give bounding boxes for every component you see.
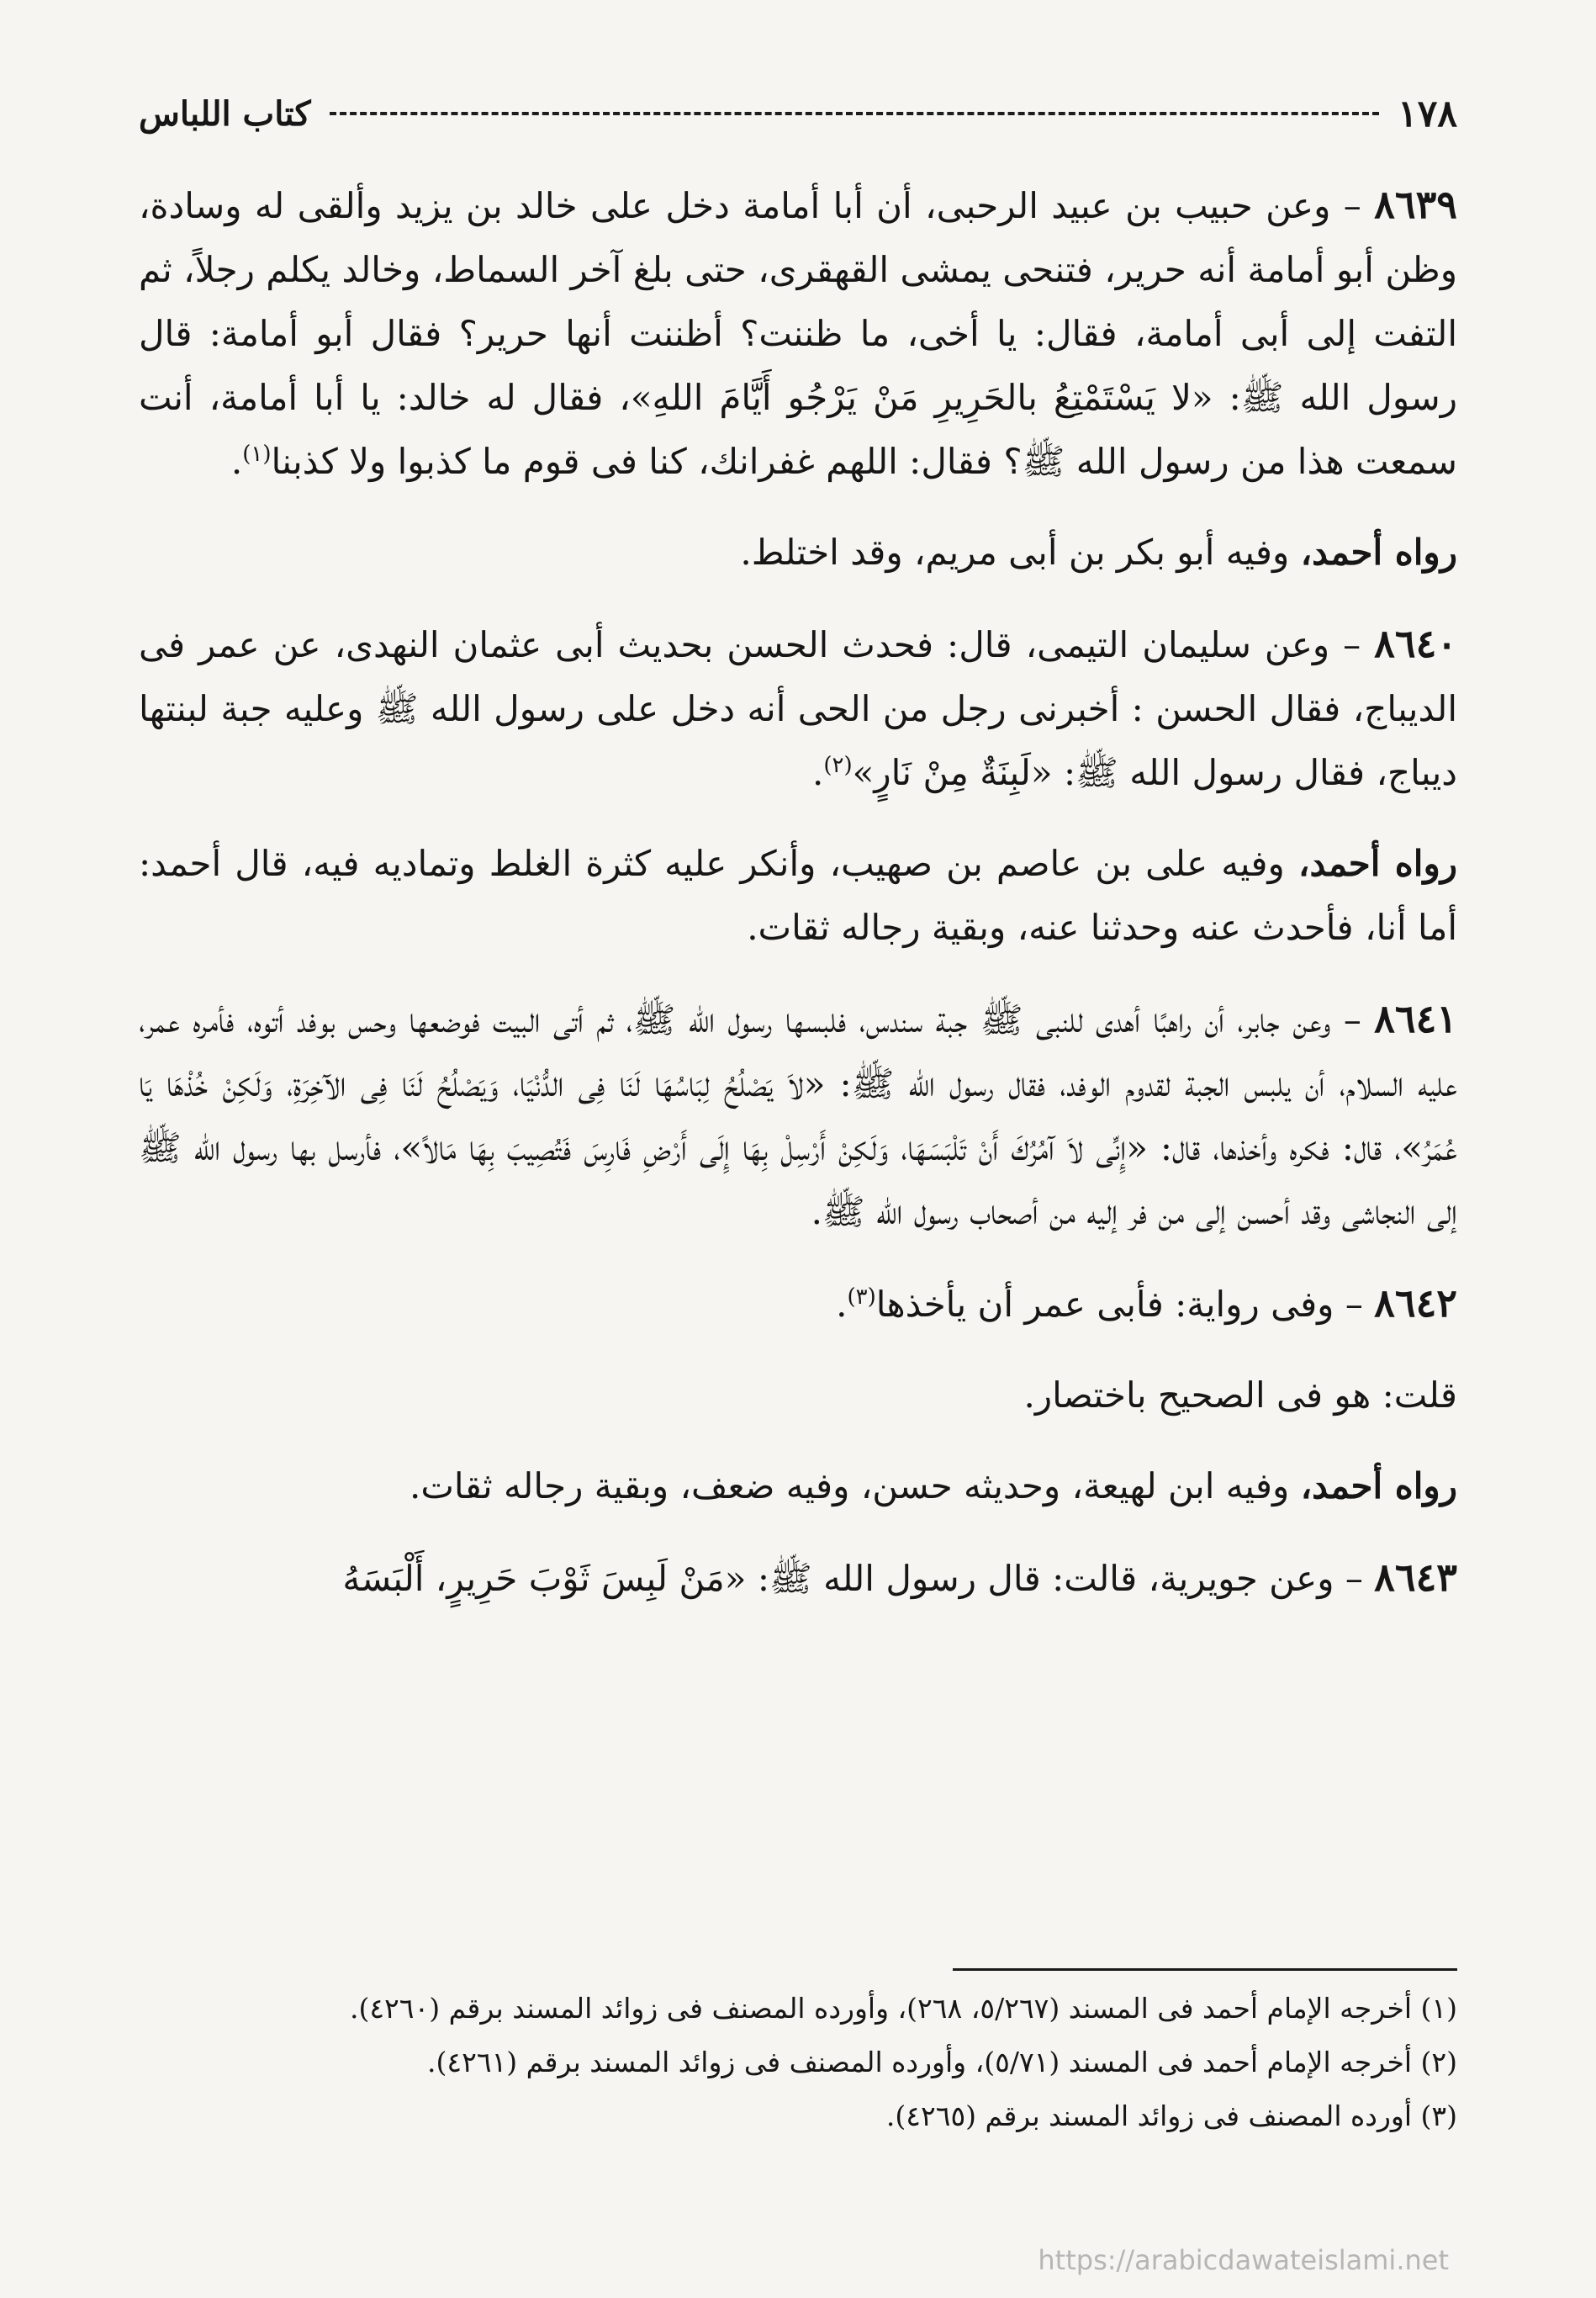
source-lead: رواه أحمد،	[1300, 1465, 1457, 1506]
book-title: كتاب اللباس	[139, 93, 311, 134]
footnote-1: (١) أخرجه الإمام أحمد فى المسند (٥/٢٦٧، ٢٦٨)، وأورده المصنف فى زوائد المسند برقم (٤٢٦٠).	[349, 1992, 1457, 2025]
hadith-text: – وعن جابر، أن راهبًا أهدى للنبى ﷺ جبة سندس، فلبسها رسول الله ﷺ، ثم أتى البيت فوضعها وحس بوفد أتوه، فأمره عمر، عليه السلام، أن يلبس الجبة لقدوم الوفد، فقال رسول الله ﷺ: «لاَ يَصْلُحُ لِبَاسُهَا لَنَا فِى الدُّنْيَا، وَيَصْلُحُ لَنَا فِى الآخِرَةِ، وَلَكِنْ خُذْهَا يَا عُمَرُ»، قال: فكره وأخذها، قال: «إِنِّى لاَ آمُرُكَ أَنْ تَلْبَسَهَا، وَلَكِنْ أَرْسِلْ بِهَا إِلَى أَرْضِ فَارِسَ فَتُصِيبَ بِهَا مَالاً»، فأرسل بها رسول الله ﷺ إلى النجاشى وقد أحسن إلى من فر إليه من أصحاب رسول الله ﷺ.	[139, 999, 1457, 1232]
hadith-text: – وعن سليمان التيمى، قال: فحدث الحسن بحديث أبى عثمان النهدى، عن عمر فى الديباج، فقال الحسن : أخبرنى رجل من الحى أنه دخل على رسول الله ﷺ وعليه جبة لبنتها ديباج، فقال رسول الله ﷺ: «لَبِنَةٌ مِنْ نَارٍ»	[139, 624, 1457, 793]
hadith-8639	[139, 172, 1457, 494]
footnote-2: (٢) أخرجه الإمام أحمد فى المسند (٥/٧١)، وأورده المصنف فى زوائد المسند برقم (٤٢٦١).	[427, 2046, 1457, 2078]
hadith-number: ٨٦٤٠	[1374, 621, 1457, 666]
source-note	[139, 521, 1457, 585]
hadith-number: ٨٦٤٢	[1374, 1280, 1457, 1326]
source-text: وفيه أبو بكر بن أبى مريم، وقد اختلط.	[740, 532, 1301, 573]
footnote-divider	[953, 1968, 1457, 1971]
watermark-url: https://arabicdawateislami.net	[1038, 2244, 1449, 2276]
hadith-tail: .	[811, 752, 824, 793]
running-header	[139, 84, 1457, 143]
hadith-number: ٨٦٣٩	[1374, 182, 1457, 227]
hadith-8643	[139, 1545, 1457, 1611]
hadith-number: ٨٦٤١	[1374, 996, 1457, 1041]
source-text: وفيه على بن عاصم بن صهيب، وأنكر عليه كثرة الغلط وتماديه فيه، قال أحمد: أما أنا، فأحدث عنه وحدثنا عنه، وبقية رجاله ثقات.	[139, 843, 1457, 948]
footnote-ref: (١)	[242, 442, 272, 467]
source-note	[139, 1454, 1457, 1518]
commentary-text: قلت: هو فى الصحيح باختصار.	[1023, 1374, 1457, 1416]
footnote-ref: (٣)	[847, 1284, 876, 1310]
hadith-8640	[139, 612, 1457, 805]
commentary	[139, 1363, 1457, 1427]
page-number: ١٧٨	[1398, 92, 1457, 135]
hadith-text: – وعن جويرية، قالت: قال رسول الله ﷺ: «مَنْ لَبِسَ ثَوْبَ حَرِيرٍ، أَلْبَسَهُ	[342, 1558, 1375, 1599]
footnotes	[139, 1985, 1457, 2147]
hadith-tail: .	[230, 441, 243, 482]
hadith-text: – وفى رواية: فأبى عمر أن يأخذها	[875, 1284, 1375, 1325]
footnote-3: (٣) أورده المصنف فى زوائد المسند برقم (٤٢٦٥).	[885, 2099, 1457, 2132]
hadith-8641	[139, 987, 1457, 1244]
footnote-ref: (٢)	[823, 753, 853, 778]
hadith-tail: .	[836, 1284, 848, 1325]
source-lead: رواه أحمد،	[1297, 843, 1458, 884]
hadith-text: – وعن حبيب بن عبيد الرحبى، أن أبا أمامة دخل على خالد بن يزيد وألقى له وسادة، وظن أبو أمامة أنه حرير، فتنحى يمشى القهقرى، حتى بلغ آخر السماط، وخالد يكلم رجلاً، ثم التفت إلى أبى أمامة، فقال: يا أخى، ما ظننت؟ أظننت أنها حرير؟ فقال أبو أمامة: قال رسول الله ﷺ: «لا يَسْتَمْتِعُ بالحَرِيرِ مَنْ يَرْجُو أَيَّامَ اللهِ»، فقال له خالد: يا أبا أمامة، أنت سمعت هذا من رسول الله ﷺ؟ فقال: اللهم غفرانك، كنا فى قوم ما كذبوا ولا كذبنا	[139, 185, 1457, 482]
source-lead: رواه أحمد،	[1300, 532, 1457, 573]
source-note	[139, 832, 1457, 960]
main-text	[139, 172, 1457, 1638]
hadith-number: ٨٦٤٣	[1374, 1554, 1457, 1600]
header-dashed-rule	[330, 112, 1380, 115]
hadith-8642	[139, 1271, 1457, 1337]
source-text: وفيه ابن لهيعة، وحديثه حسن، وفيه ضعف، وبقية رجاله ثقات.	[410, 1465, 1301, 1506]
